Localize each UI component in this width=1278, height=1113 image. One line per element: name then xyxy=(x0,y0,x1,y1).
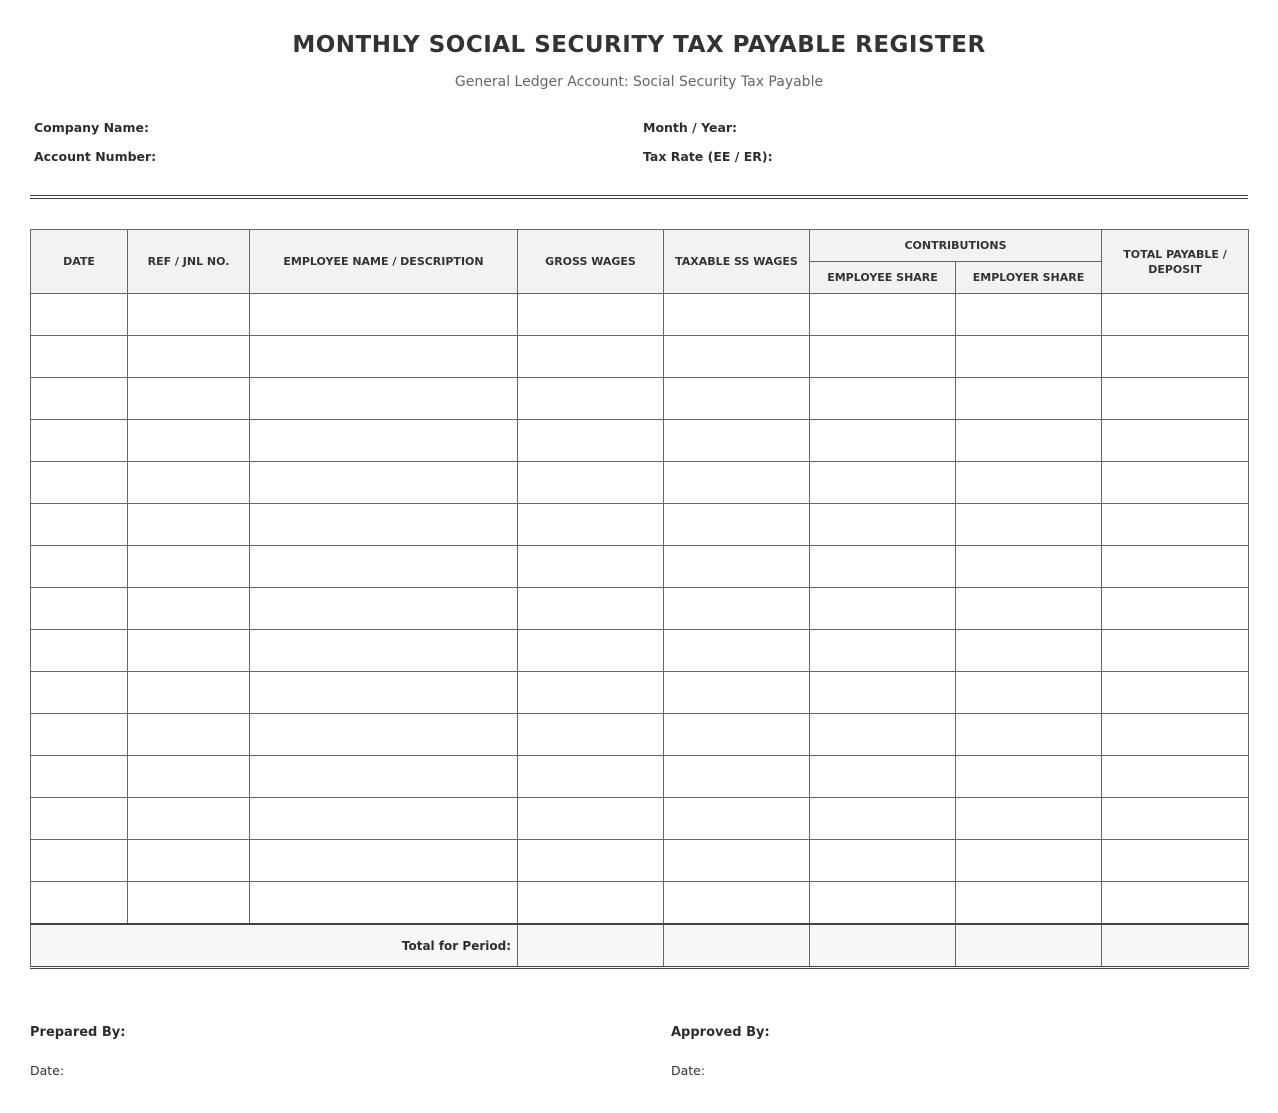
employee-cell[interactable] xyxy=(250,294,518,336)
table-row xyxy=(31,756,1249,798)
employee-cell[interactable] xyxy=(250,504,518,546)
employee-cell[interactable] xyxy=(250,840,518,882)
ref-cell[interactable] xyxy=(128,840,250,882)
total-payable-cell[interactable] xyxy=(1102,924,1249,968)
employee-share-cell[interactable] xyxy=(810,882,956,925)
total-payable-cell[interactable] xyxy=(1102,714,1249,756)
total-payable-cell[interactable] xyxy=(1102,756,1249,798)
employee-share-cell[interactable] xyxy=(810,462,956,504)
header-employee: EMPLOYEE NAME / DESCRIPTION xyxy=(250,230,518,294)
employee-cell[interactable] xyxy=(250,714,518,756)
taxable-wages-cell[interactable] xyxy=(664,462,810,504)
prepared-by-label: Prepared By: xyxy=(30,1025,126,1040)
tax-rate-label: Tax Rate (EE / ER): xyxy=(643,149,773,164)
employee-cell[interactable] xyxy=(250,420,518,462)
ref-cell[interactable] xyxy=(128,630,250,672)
ref-cell[interactable] xyxy=(128,756,250,798)
taxable-wages-cell[interactable] xyxy=(664,420,810,462)
ref-cell[interactable] xyxy=(128,714,250,756)
table-row xyxy=(31,546,1249,588)
table-row xyxy=(31,630,1249,672)
employer-share-cell[interactable] xyxy=(956,756,1102,798)
employee-share-cell[interactable] xyxy=(810,588,956,630)
register-table xyxy=(30,229,1249,969)
date-cell[interactable] xyxy=(31,840,128,882)
gross-wages-cell[interactable] xyxy=(518,336,664,378)
total-payable-cell[interactable] xyxy=(1102,546,1249,588)
gross-wages-cell[interactable] xyxy=(518,672,664,714)
employer-share-cell[interactable] xyxy=(956,336,1102,378)
total-payable-cell[interactable] xyxy=(1102,672,1249,714)
header-ref: REF / JNL NO. xyxy=(128,230,250,294)
approved-date-label: Date: xyxy=(671,1063,706,1078)
gross-wages-cell[interactable] xyxy=(518,588,664,630)
header-employer-share: EMPLOYER SHARE xyxy=(956,262,1102,294)
employee-cell[interactable] xyxy=(250,798,518,840)
employee-cell[interactable] xyxy=(250,630,518,672)
account-number-label: Account Number: xyxy=(34,149,157,164)
taxable-wages-cell[interactable] xyxy=(664,672,810,714)
gross-wages-cell[interactable] xyxy=(518,378,664,420)
date-cell[interactable] xyxy=(31,588,128,630)
date-cell[interactable] xyxy=(31,714,128,756)
company-name-label: Company Name: xyxy=(34,120,149,135)
taxable-wages-cell[interactable] xyxy=(664,588,810,630)
employee-share-cell[interactable] xyxy=(810,714,956,756)
total-payable-cell[interactable] xyxy=(1102,378,1249,420)
employer-share-cell[interactable] xyxy=(956,546,1102,588)
table-row xyxy=(31,294,1249,336)
gross-wages-cell[interactable] xyxy=(518,462,664,504)
total-payable-cell[interactable] xyxy=(1102,882,1249,925)
employee-share-cell[interactable] xyxy=(810,504,956,546)
date-cell[interactable] xyxy=(31,672,128,714)
employer-share-cell[interactable] xyxy=(956,672,1102,714)
employee-cell[interactable] xyxy=(250,756,518,798)
header-date: DATE xyxy=(31,230,128,294)
employee-share-cell[interactable] xyxy=(810,798,956,840)
taxable-wages-cell[interactable] xyxy=(664,504,810,546)
employee-share-cell[interactable] xyxy=(810,840,956,882)
employee-cell[interactable] xyxy=(250,672,518,714)
date-cell[interactable] xyxy=(31,630,128,672)
table-row xyxy=(31,336,1249,378)
ref-cell[interactable] xyxy=(128,420,250,462)
table-row xyxy=(31,462,1249,504)
taxable-wages-cell[interactable] xyxy=(664,336,810,378)
employer-share-cell[interactable] xyxy=(956,840,1102,882)
employee-cell[interactable] xyxy=(250,882,518,925)
gross-wages-cell[interactable] xyxy=(518,714,664,756)
total-payable-cell[interactable] xyxy=(1102,630,1249,672)
ref-cell[interactable] xyxy=(128,462,250,504)
employer-share-cell[interactable] xyxy=(956,714,1102,756)
employer-share-cell[interactable] xyxy=(956,630,1102,672)
ref-cell[interactable] xyxy=(128,882,250,925)
page-subtitle: General Ledger Account: Social Security Tax Payable xyxy=(454,74,824,90)
employee-cell[interactable] xyxy=(250,546,518,588)
table-row xyxy=(31,798,1249,840)
gross-wages-cell[interactable] xyxy=(518,294,664,336)
employee-share-cell[interactable] xyxy=(810,378,956,420)
gross-wages-cell[interactable] xyxy=(518,798,664,840)
approved-by-label: Approved By: xyxy=(671,1025,770,1040)
date-cell[interactable] xyxy=(31,504,128,546)
header-gross-wages: GROSS WAGES xyxy=(518,230,664,294)
ref-cell[interactable] xyxy=(128,336,250,378)
table-row xyxy=(31,714,1249,756)
table-row xyxy=(31,378,1249,420)
taxable-wages-cell[interactable] xyxy=(664,840,810,882)
employee-share-cell[interactable] xyxy=(810,294,956,336)
ref-cell[interactable] xyxy=(128,546,250,588)
taxable-wages-cell[interactable] xyxy=(664,630,810,672)
header-contributions: CONTRIBUTIONS xyxy=(810,230,1102,262)
gross-wages-cell[interactable] xyxy=(518,756,664,798)
ref-cell[interactable] xyxy=(128,504,250,546)
date-cell[interactable] xyxy=(31,882,128,925)
table-row xyxy=(31,672,1249,714)
table-row xyxy=(31,420,1249,462)
header-total-payable: TOTAL PAYABLE / DEPOSIT xyxy=(1102,230,1249,294)
total-gross-wages-cell[interactable] xyxy=(518,924,664,968)
prepared-date-label: Date: xyxy=(30,1063,65,1078)
table-row xyxy=(31,882,1249,925)
taxable-wages-cell[interactable] xyxy=(664,714,810,756)
page-title: MONTHLY SOCIAL SECURITY TAX PAYABLE REGISTER xyxy=(292,32,986,58)
date-cell[interactable] xyxy=(31,462,128,504)
employer-share-cell[interactable] xyxy=(956,420,1102,462)
employee-share-cell[interactable] xyxy=(810,420,956,462)
total-label: Total for Period: xyxy=(31,924,518,968)
table-row xyxy=(31,588,1249,630)
total-payable-cell[interactable] xyxy=(1102,504,1249,546)
employer-share-cell[interactable] xyxy=(956,588,1102,630)
table-row xyxy=(31,840,1249,882)
employee-cell[interactable] xyxy=(250,378,518,420)
gross-wages-cell[interactable] xyxy=(518,630,664,672)
employer-share-cell[interactable] xyxy=(956,798,1102,840)
total-payable-cell[interactable] xyxy=(1102,798,1249,840)
date-cell[interactable] xyxy=(31,336,128,378)
date-cell[interactable] xyxy=(31,756,128,798)
header-taxable-wages: TAXABLE SS WAGES xyxy=(664,230,810,294)
total-payable-cell[interactable] xyxy=(1102,294,1249,336)
total-row xyxy=(31,924,1249,968)
gross-wages-cell[interactable] xyxy=(518,504,664,546)
employee-share-cell[interactable] xyxy=(810,546,956,588)
taxable-wages-cell[interactable] xyxy=(664,546,810,588)
employer-share-cell[interactable] xyxy=(956,882,1102,925)
gross-wages-cell[interactable] xyxy=(518,840,664,882)
taxable-wages-cell[interactable] xyxy=(664,798,810,840)
month-year-label: Month / Year: xyxy=(643,120,738,135)
date-cell[interactable] xyxy=(31,798,128,840)
employee-share-cell[interactable] xyxy=(810,630,956,672)
date-cell[interactable] xyxy=(31,378,128,420)
total-payable-cell[interactable] xyxy=(1102,588,1249,630)
date-cell[interactable] xyxy=(31,420,128,462)
total-payable-cell[interactable] xyxy=(1102,462,1249,504)
total-taxable-wages-cell[interactable] xyxy=(664,924,810,968)
total-payable-cell[interactable] xyxy=(1102,336,1249,378)
employee-share-cell[interactable] xyxy=(810,672,956,714)
ref-cell[interactable] xyxy=(128,672,250,714)
header-employee-share: EMPLOYEE SHARE xyxy=(810,262,956,294)
taxable-wages-cell[interactable] xyxy=(664,294,810,336)
total-employer-share-cell[interactable] xyxy=(956,924,1102,968)
table-row xyxy=(31,504,1249,546)
taxable-wages-cell[interactable] xyxy=(664,882,810,925)
employer-share-cell[interactable] xyxy=(956,462,1102,504)
employee-cell[interactable] xyxy=(250,588,518,630)
employee-cell[interactable] xyxy=(250,462,518,504)
ref-cell[interactable] xyxy=(128,294,250,336)
header-divider xyxy=(30,195,1248,199)
total-payable-cell[interactable] xyxy=(1102,420,1249,462)
ref-cell[interactable] xyxy=(128,588,250,630)
date-cell[interactable] xyxy=(31,546,128,588)
taxable-wages-cell[interactable] xyxy=(664,756,810,798)
taxable-wages-cell[interactable] xyxy=(664,378,810,420)
employee-share-cell[interactable] xyxy=(810,756,956,798)
date-cell[interactable] xyxy=(31,294,128,336)
gross-wages-cell[interactable] xyxy=(518,882,664,925)
total-employee-share-cell[interactable] xyxy=(810,924,956,968)
ref-cell[interactable] xyxy=(128,378,250,420)
employee-share-cell[interactable] xyxy=(810,336,956,378)
total-payable-cell[interactable] xyxy=(1102,840,1249,882)
employer-share-cell[interactable] xyxy=(956,294,1102,336)
ref-cell[interactable] xyxy=(128,798,250,840)
gross-wages-cell[interactable] xyxy=(518,420,664,462)
register-body xyxy=(31,294,1249,925)
gross-wages-cell[interactable] xyxy=(518,546,664,588)
employer-share-cell[interactable] xyxy=(956,504,1102,546)
employer-share-cell[interactable] xyxy=(956,378,1102,420)
employee-cell[interactable] xyxy=(250,336,518,378)
